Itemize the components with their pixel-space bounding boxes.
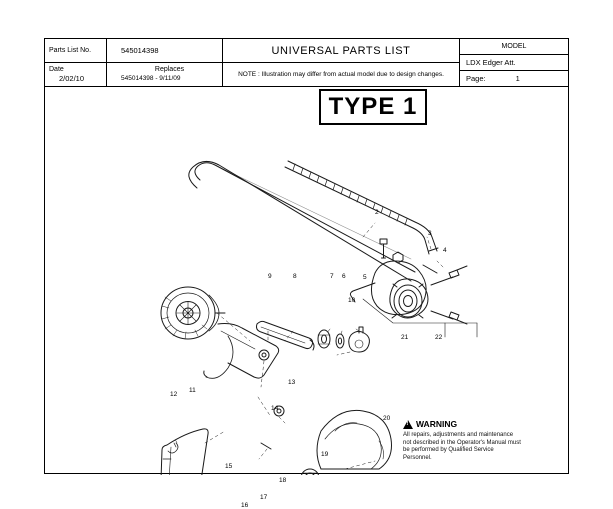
part-5-knob [349, 327, 370, 352]
date-label: Date [49, 66, 64, 73]
parts-list-no-label-cell [45, 39, 107, 62]
callout-2: 2 [375, 209, 379, 216]
callout-14: 14 [271, 405, 279, 412]
title-block-right [460, 39, 568, 86]
callout-16: 16 [241, 502, 249, 509]
parts-list-no-value-cell [107, 39, 222, 62]
date-replaces-row [45, 63, 222, 86]
gearbox-leader-lines [363, 299, 477, 337]
part-10-lever [257, 321, 315, 350]
part-2-shaft-tube [189, 161, 415, 281]
callout-10: 10 [348, 297, 356, 304]
type-badge-label: TYPE 1 [328, 93, 418, 120]
replaces-cell [107, 63, 222, 86]
callout-13: 13 [288, 379, 296, 386]
part-20-blade-guard [317, 410, 392, 469]
title-block [45, 39, 568, 87]
callout-19: 19 [321, 451, 329, 458]
replaces-label: Replaces [154, 66, 185, 73]
model-value: LDX Edger Att. [466, 58, 516, 67]
callout-12: 12 [170, 391, 178, 398]
callout-11: 11 [189, 387, 196, 394]
model-value-cell [460, 55, 568, 71]
part-21-screw [431, 266, 467, 285]
model-label-cell [460, 39, 568, 55]
title-block-left [45, 39, 223, 86]
part-1-drive-cable [285, 161, 438, 273]
warning-heading-row [403, 419, 523, 429]
title-block-center [223, 39, 460, 86]
warning-heading: WARNING [416, 419, 458, 429]
exploded-parts-diagram [45, 87, 568, 509]
page-value: 1 [515, 74, 520, 83]
sheet-title-cell [223, 39, 459, 63]
callout-9: 9 [268, 273, 272, 280]
replaces-value: 545014398 - 9/11/09 [121, 75, 181, 82]
date-value: 2/02/10 [59, 74, 85, 83]
callout-7: 7 [330, 273, 334, 280]
part-6-washer [336, 334, 344, 348]
callout-15: 15 [225, 463, 233, 470]
gearbox-housing [350, 261, 428, 318]
callout-6: 6 [342, 273, 346, 280]
part-22-screw [431, 311, 467, 324]
callout-17: 17 [260, 494, 268, 501]
part-12-clip [174, 443, 176, 447]
callout-18: 18 [279, 477, 287, 484]
callout-4: 4 [443, 247, 447, 254]
part-8-arm-bracket [204, 324, 279, 379]
warning-triangle-icon [403, 420, 413, 429]
sheet-title: UNIVERSAL PARTS LIST [271, 44, 411, 57]
callout-8: 8 [293, 273, 297, 280]
model-label: MODEL [501, 43, 527, 50]
date-cell [45, 63, 107, 86]
diagram-svg [45, 87, 570, 475]
part-19-spacer [301, 469, 319, 475]
callout-21: 21 [401, 334, 409, 341]
callout-5: 5 [363, 274, 367, 281]
part-7-bushing [318, 330, 330, 348]
warning-body: All repairs, adjustments and maintenance not described in the Operator's Manual must be performed by Qualified Service Personnel. [403, 432, 521, 461]
page-cell [460, 71, 568, 86]
parts-list-no-row [45, 39, 222, 63]
part-3-bolt [380, 239, 387, 258]
callout-3: 3 [428, 230, 432, 237]
part-11-deflector-shield [161, 429, 208, 475]
parts-list-no-label: Parts List No. [49, 47, 92, 54]
part-9-wheel [161, 287, 225, 339]
parts-list-no-value: 545014398 [121, 45, 159, 55]
parts-list-sheet [44, 38, 569, 509]
design-change-note: NOTE : Illustration may differ from actual model due to design changes. [238, 71, 444, 78]
callout-20: 20 [383, 415, 391, 422]
callout-22: 22 [435, 334, 443, 341]
part-14-long-bolt [261, 443, 271, 449]
note-cell [223, 63, 459, 86]
page-label: Page: [466, 74, 486, 83]
warning-box [403, 419, 523, 462]
